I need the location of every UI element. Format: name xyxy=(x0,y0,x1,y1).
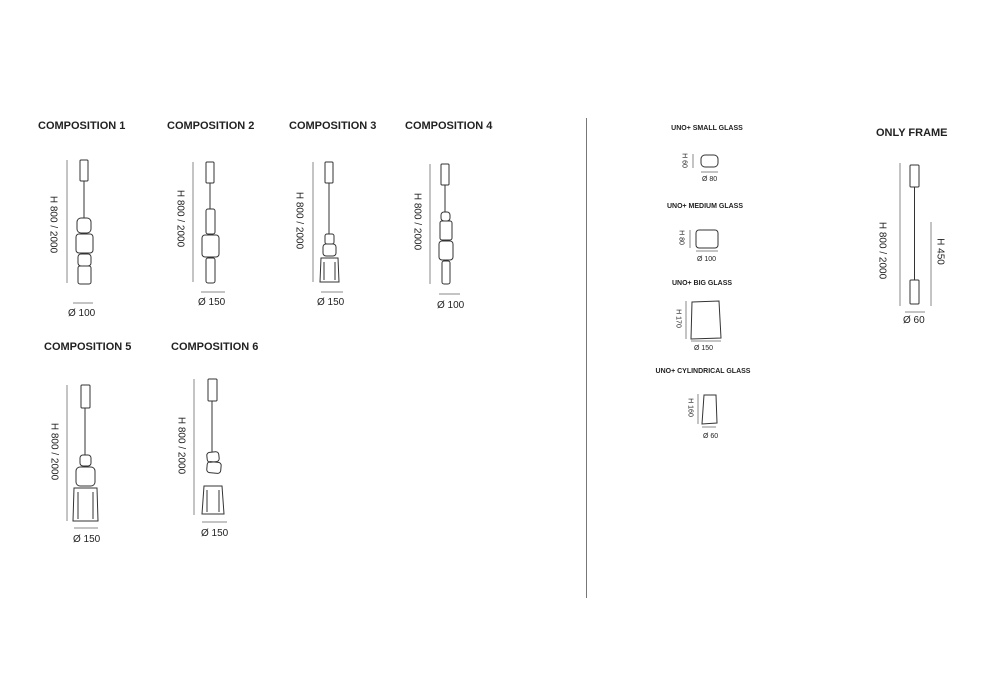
composition-3-height-label: H 800 / 2000 xyxy=(293,191,305,250)
composition-5-diameter-label: Ø 150 xyxy=(73,534,101,545)
glass-small-height-label: H 60 xyxy=(680,153,688,168)
composition-5-title: COMPOSITION 5 xyxy=(44,341,132,353)
composition-6-diameter-label: Ø 150 xyxy=(201,528,229,539)
composition-3-diameter-label: Ø 150 xyxy=(317,297,345,308)
composition-2-diameter-label: Ø 150 xyxy=(198,297,226,308)
glass-cylindrical-height-label: H 160 xyxy=(686,398,694,417)
composition-6-title: COMPOSITION 6 xyxy=(171,341,259,353)
composition-3-title: COMPOSITION 3 xyxy=(289,120,377,132)
glass-medium-diameter-label: Ø 100 xyxy=(697,256,717,263)
composition-2-title: COMPOSITION 2 xyxy=(167,120,255,132)
composition-4-diameter-label: Ø 100 xyxy=(437,300,465,311)
frame-subheight-label: H 450 xyxy=(934,238,946,265)
glass-big-diameter-label: Ø 150 xyxy=(694,345,714,352)
glass-small-diameter-label: Ø 80 xyxy=(702,176,718,183)
glass-medium-height-label: H 80 xyxy=(677,230,685,245)
glass-cylindrical-title: UNO+ CYLINDRICAL GLASS xyxy=(655,368,751,375)
composition-2-height-label: H 800 / 2000 xyxy=(174,189,186,248)
glass-small-title: UNO+ SMALL GLASS xyxy=(671,125,743,132)
composition-6-height-label: H 800 / 2000 xyxy=(175,416,187,475)
glass-medium-title: UNO+ MEDIUM GLASS xyxy=(666,203,744,210)
frame-height-label: H 800 / 2000 xyxy=(876,221,888,280)
composition-1-title: COMPOSITION 1 xyxy=(38,120,126,132)
composition-4-height-label: H 800 / 2000 xyxy=(411,192,423,251)
composition-1-diameter-label: Ø 100 xyxy=(68,308,96,319)
glass-cylindrical-diameter-label: Ø 60 xyxy=(703,433,719,440)
composition-5-height-label: H 800 / 2000 xyxy=(48,422,60,481)
composition-1-height-label: H 800 / 2000 xyxy=(47,195,59,254)
frame-diameter-label: Ø 60 xyxy=(903,315,925,326)
composition-4-title: COMPOSITION 4 xyxy=(405,120,493,132)
glass-big-height-label: H 170 xyxy=(674,309,682,328)
frame-title: ONLY FRAME xyxy=(876,127,948,139)
glass-big-title: UNO+ BIG GLASS xyxy=(671,280,733,287)
